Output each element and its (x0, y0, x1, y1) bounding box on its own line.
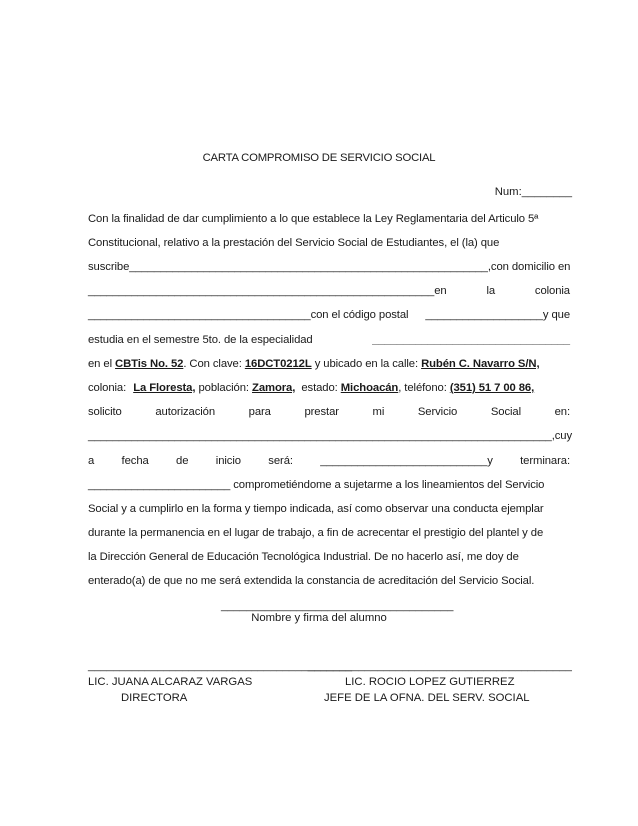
commitment-text: comprometiéndome a sujetarme a los lineamientos del Servicio (230, 479, 545, 491)
word: prestar (304, 406, 339, 418)
word: mi (372, 406, 385, 418)
colonia-label: colonia: (88, 382, 127, 394)
specialty-blank: ________________________________ (372, 334, 570, 346)
word: Social (490, 406, 521, 418)
document-title: CARTA COMPROMISO DE SERVICIO SOCIAL (202, 152, 436, 164)
word: a (88, 455, 95, 467)
signer-name-blank: suscribe__________________________________________________________, (88, 261, 491, 273)
word: fecha (121, 455, 149, 467)
postal-code-segment: ____________________________________con el código postal (88, 309, 409, 321)
body-line-15: la Dirección General de Educación Tecnológica Industrial. De no hacerlo así, me doy de (88, 551, 519, 563)
word: en: (554, 406, 570, 418)
director-name: LIC. JUANA ALCARAZ VARGAS (88, 676, 253, 688)
school-name: CBTis No. 52 (115, 358, 184, 370)
word-colonia: colonia (534, 285, 570, 297)
student-signature-line: _____________________________________ (221, 600, 454, 612)
estado-value: Michoacán (340, 382, 399, 394)
text-calle-label: y ubicado en la calle: (311, 358, 419, 370)
school-key: 16DCT0212L (244, 358, 312, 370)
body-line-13: Social y a cumplirlo en la forma y tiempo indicada, así como observar una conducta ejemplar (88, 503, 544, 515)
body-line-1: Con la finalidad de dar cumplimiento a lo que establece la Ley Reglamentaria del Articulo 5ª (88, 213, 539, 225)
text-en-el: en el (88, 358, 112, 370)
start-date-blank: ___________________________y (320, 455, 493, 467)
telefono-label: , teléfono: (398, 382, 447, 394)
colonia-value: La Floresta, (133, 382, 196, 394)
estado-label: estado: (301, 382, 338, 394)
word: para (248, 406, 271, 418)
student-signature-label: Nombre y firma del alumno (251, 612, 387, 624)
word-la: la (486, 285, 496, 297)
address-blank: ________________________________________________________en (88, 285, 447, 297)
poblacion-value: Zamora, (252, 382, 296, 394)
director-signature-line: __________________________________________ (88, 660, 352, 672)
word: Servicio (417, 406, 458, 418)
director-title: DIRECTORA (121, 692, 188, 704)
body-line-10: ___________________________________________________________________________,cuy (88, 430, 573, 442)
body-line-14: durante la permanencia en el lugar de trabajo, a fin de acrecentar el prestigio del plantel y de (88, 527, 544, 539)
word: solicito (88, 406, 122, 418)
word: de (176, 455, 189, 467)
word: inicio (215, 455, 241, 467)
document-number: Num:________ (494, 186, 572, 198)
word: autorización (155, 406, 216, 418)
body-line-16: enterado(a) de que no me será extendida la constancia de acreditación del Servicio Social. (88, 575, 535, 587)
telefono-value: (351) 51 7 00 86, (449, 382, 535, 394)
semester-text: estudia en el semestre 5to. de la especialidad (88, 334, 313, 346)
office-head-name: LIC. ROCIO LOPEZ GUTIERREZ (345, 676, 515, 688)
poblacion-label: población: (198, 382, 249, 394)
word: terminara: (520, 455, 570, 467)
street-name: Rubén C. Navarro S/N, (421, 358, 540, 370)
domicile-label: con domicilio en (490, 261, 571, 273)
office-head-title: JEFE DE LA OFNA. DEL SERV. SOCIAL (324, 692, 530, 704)
body-line-2: Constitucional, relativo a la prestación del Servicio Social de Estudiantes, el (la) que (88, 237, 500, 249)
text-clave-label: . Con clave: (183, 358, 242, 370)
word: será: (268, 455, 293, 467)
end-date-blank: _______________________ (88, 479, 231, 491)
office-head-signature-line: __________________________________________ (308, 660, 572, 672)
postal-code-blank: ___________________y que (425, 309, 570, 321)
